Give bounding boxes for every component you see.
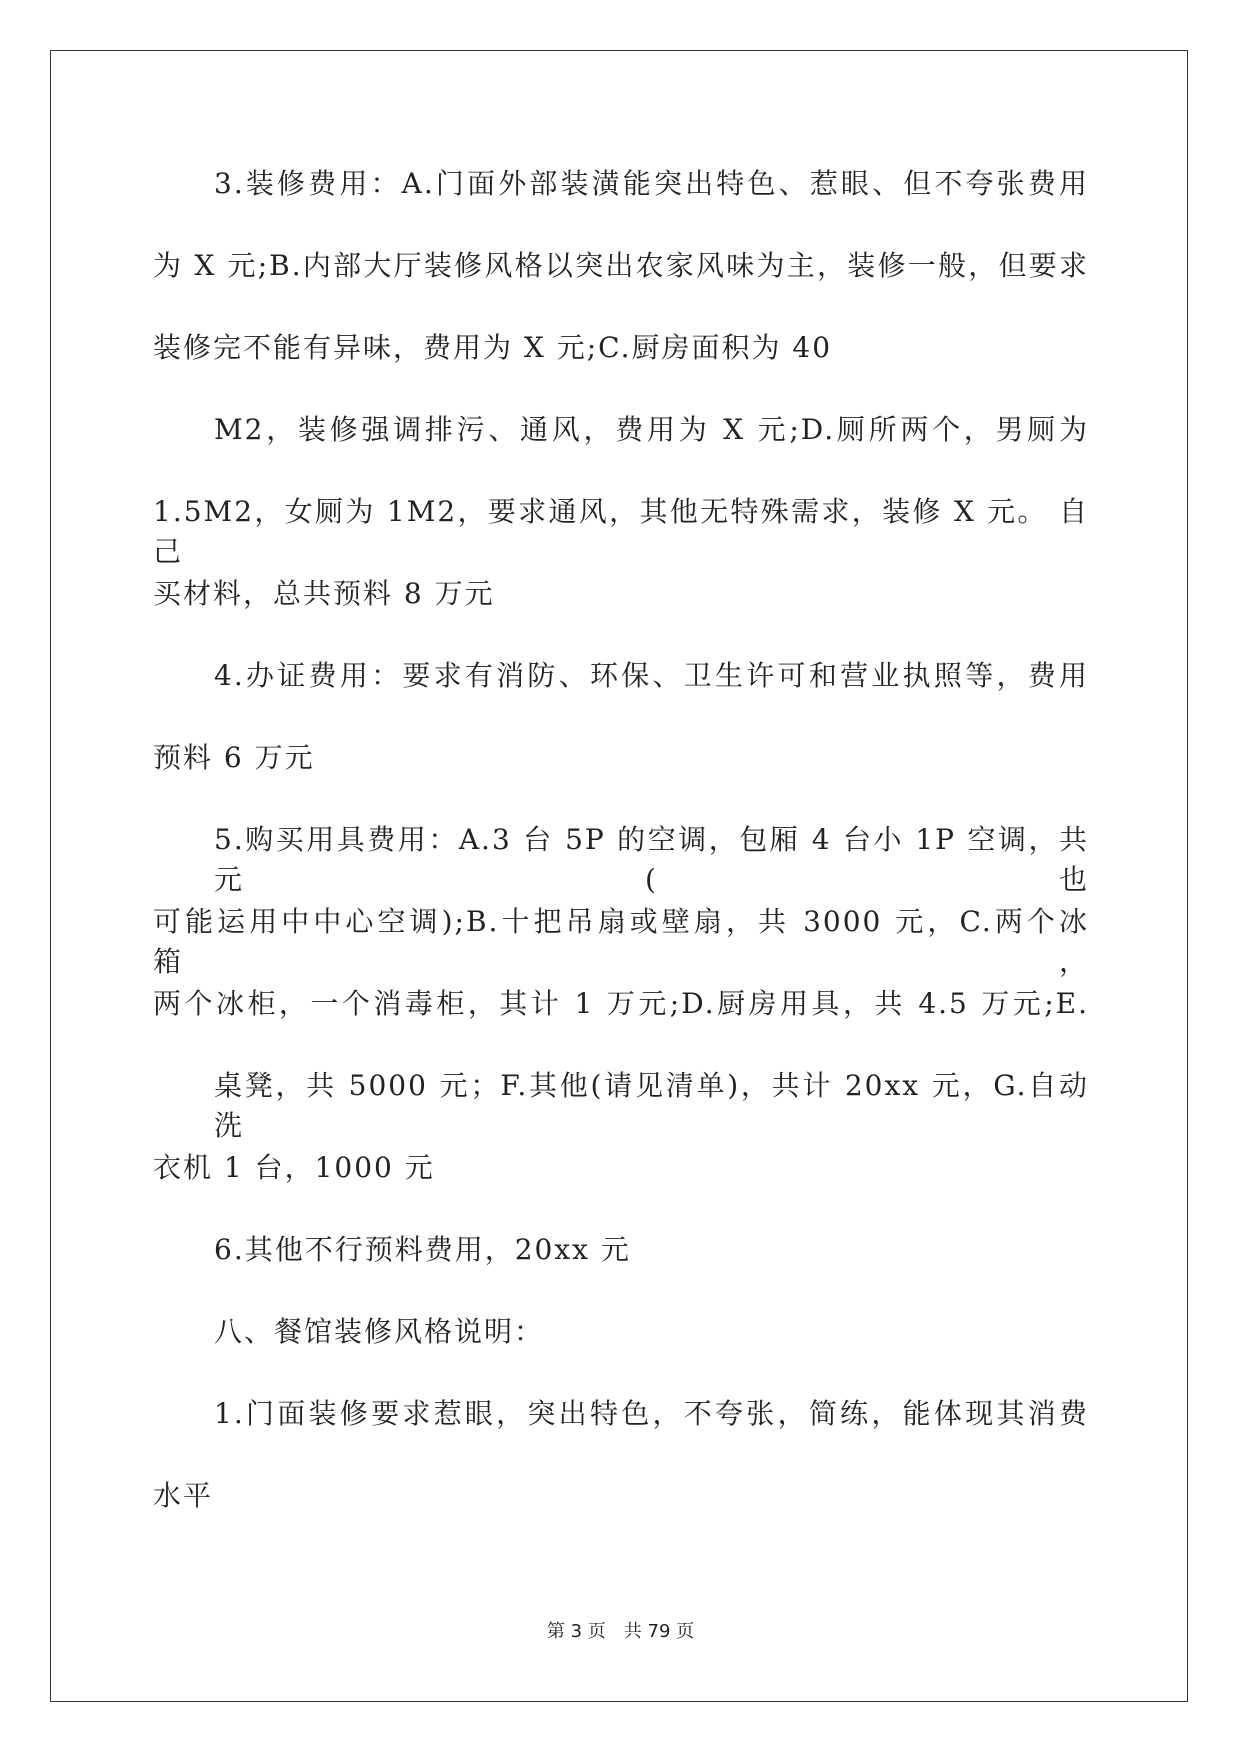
paragraph-line: 可能运用中中心空调);B.十把吊扇或壁扇，共 3000 元，C.两个冰箱，: [153, 905, 1089, 978]
paragraph-line: 1.门面装修要求惹眼，突出特色，不夸张，简练，能体现其消费: [214, 1397, 1089, 1430]
section-heading: 八、餐馆装修风格说明：: [214, 1315, 545, 1348]
paragraph-line: 6.其他不行预料费用，20xx 元: [214, 1233, 631, 1266]
paragraph-line: M2，装修强调排污、通风，费用为 X 元;D.厕所两个，男厕为: [214, 413, 1089, 446]
paragraph-line: 5.购买用具费用：A.3 台 5P 的空调，包厢 4 台小 1P 空调，共元(也: [214, 823, 1089, 896]
page-total: 共 79 页: [623, 1621, 695, 1642]
paragraph-line: 为 X 元;B.内部大厅装修风格以突出农家风味为主，装修一般，但要求: [153, 249, 1089, 282]
page-footer: [0, 1617, 1241, 1643]
paragraph-line: 衣机 1 台，1000 元: [153, 1151, 435, 1184]
page-number: 第 3 页: [546, 1621, 606, 1642]
document-body: [153, 164, 1089, 1558]
paragraph-line: 桌凳，共 5000 元；F.其他(请见清单)，共计 20xx 元，G.自动洗: [214, 1069, 1089, 1142]
paragraph-line: 水平: [153, 1479, 214, 1512]
paragraph-line: 两个冰柜，一个消毒柜，其计 1 万元;D.厨房用具，共 4.5 万元;E.: [153, 987, 1089, 1020]
paragraph-line: 3.装修费用：A.门面外部装潢能突出特色、惹眼、但不夸张费用: [214, 167, 1089, 200]
paragraph-line: 装修完不能有异味，费用为 X 元;C.厨房面积为 40: [153, 331, 833, 364]
paragraph-line: 4.办证费用：要求有消防、环保、卫生许可和营业执照等，费用: [214, 659, 1089, 692]
paragraph-line: 1.5M2，女厕为 1M2，要求通风，其他无特殊需求，装修 X 元。 自己: [153, 495, 1089, 568]
paragraph-line: 预料 6 万元: [153, 741, 315, 774]
paragraph-line: 买材料，总共预料 8 万元: [153, 577, 495, 610]
